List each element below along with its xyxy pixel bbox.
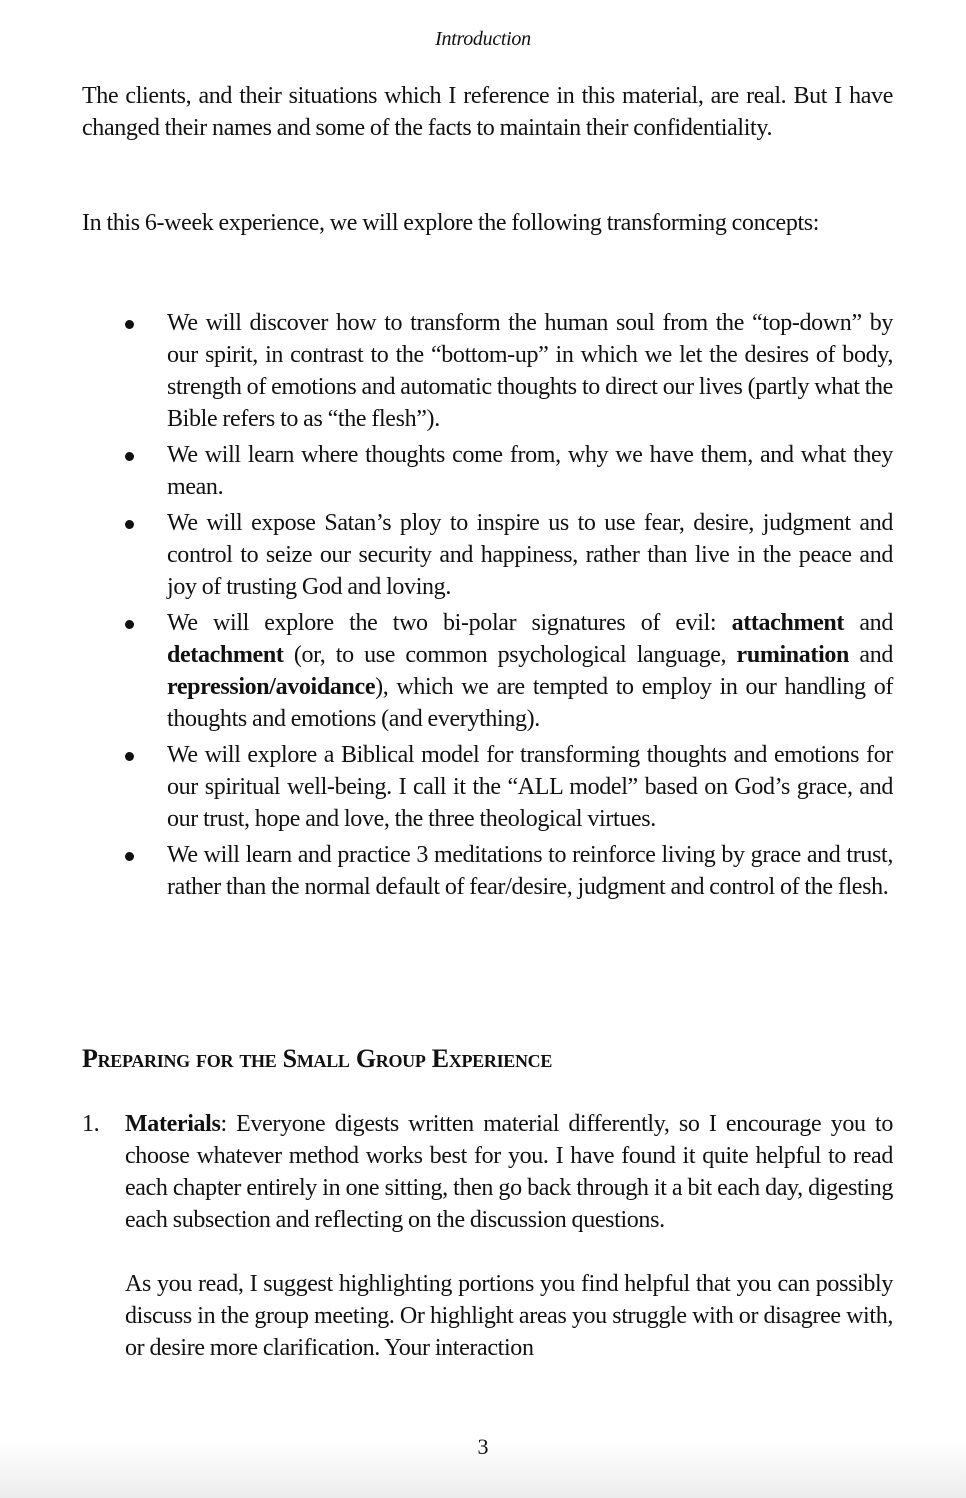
bullet-icon [125, 852, 134, 861]
list-item-text [167, 610, 893, 732]
list-item-text [167, 442, 893, 500]
bullet-icon [125, 752, 134, 761]
emphasis-term: detachment [167, 642, 284, 668]
step-number: 1. [82, 1111, 100, 1137]
list-item-text [167, 742, 893, 832]
emphasis-term: repression/avoidance [167, 674, 376, 700]
list-item [82, 607, 893, 735]
text-run: We will expose Satan’s ploy to inspire us to use fear, desire, judgment and control to seize our security and happiness, rather than live in the peace and joy of trusting God and loving. [167, 510, 893, 600]
text-run: ), which we are tempted to employ in our handling of thoughts and emotions (and everything). [167, 674, 893, 732]
text-run: and [844, 610, 893, 636]
step-item [82, 1108, 893, 1364]
preparation-steps [82, 1108, 893, 1396]
intro-paragraph-2: In this 6-week experience, we will explore the following transforming concepts: [82, 210, 820, 236]
text-run: We will discover how to transform the human soul from the “top-down” by our spirit, in contrast to the “bottom-up” in which we let the desires of body, strength of emotions and automatic thoughts to direct our lives (partly what the Bible refers to as “the flesh”). [167, 310, 893, 432]
concepts-list [82, 307, 893, 907]
text-run: (or, to use common psychological language, [283, 642, 737, 668]
text-run: and [849, 642, 893, 668]
list-item [82, 739, 893, 835]
emphasis-term: attachment [731, 610, 845, 636]
list-item-text [167, 842, 893, 900]
step-text: : Everyone digests written material differently, so I encourage you to choose whatever method works best for you. I have found it quite helpful to read each chapter entirely in one sitting, then go back through it a bit each day, digesting each subsection and reflecting on the discussion questions. [125, 1111, 893, 1233]
text-run: We will learn and practice 3 meditations to reinforce living by grace and trust, rather than the normal default of fear/desire, judgment and control of the flesh. [167, 842, 893, 900]
bullet-icon [125, 320, 134, 329]
text-run: We will learn where thoughts come from, why we have them, and what they mean. [167, 442, 893, 500]
bullet-icon [125, 520, 134, 529]
step-label: Materials [125, 1111, 221, 1137]
running-head: Introduction [435, 28, 531, 50]
step-paragraph [125, 1108, 893, 1236]
list-item [82, 307, 893, 435]
step-continuation: As you read, I suggest highlighting portions you find helpful that you can possibly discuss in the group meeting. Or highlight areas you struggle with or disagree with, or desire more clarification. Your interaction [125, 1271, 893, 1361]
text-run: We will explore a Biblical model for transforming thoughts and emotions for our spiritual well-being. I call it the “ALL model” based on God’s grace, and our trust, hope and love, the three theological virtues. [167, 742, 893, 832]
page-number: 3 [477, 1434, 489, 1459]
emphasis-term: rumination [736, 642, 850, 668]
list-item [82, 507, 893, 603]
intro-paragraph-1: The clients, and their situations which I reference in this material, are real. But I have changed their names and some of the facts to maintain their confidentiality. [82, 83, 893, 141]
bullet-icon [125, 620, 134, 629]
section-heading: Preparing for the Small Group Experience [82, 1044, 553, 1073]
list-item [82, 439, 893, 503]
text-run: We will explore the two bi-polar signatures of evil: [167, 610, 732, 636]
list-item-text [167, 510, 893, 600]
list-item-text [167, 310, 893, 432]
list-item [82, 839, 893, 903]
bullet-icon [125, 452, 134, 461]
